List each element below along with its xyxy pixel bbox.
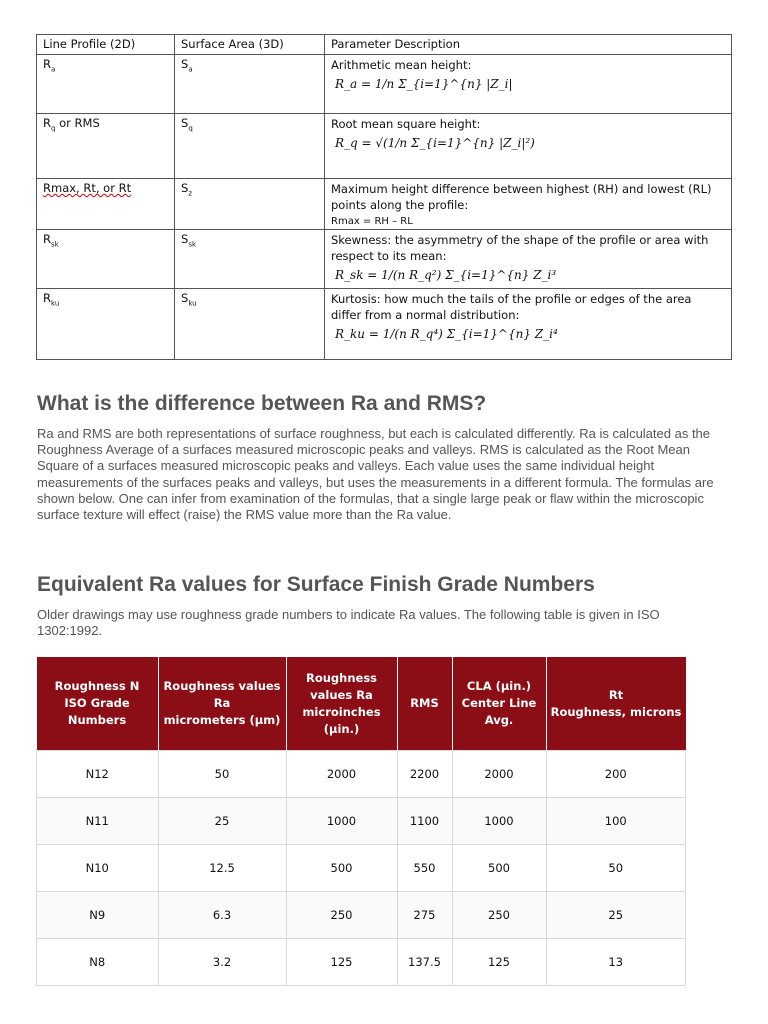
rt-cell: 50 bbox=[546, 845, 686, 892]
header-grade-number: Roughness N ISO Grade Numbers bbox=[37, 657, 159, 751]
formula-rku: R_ku = 1/(n R_q⁴) Σ_{i=1}^{n} Z_i⁴ bbox=[335, 327, 558, 341]
description-text: Maximum height difference between highest (RH) and lowest (RL) points along the profile: bbox=[331, 182, 712, 212]
formula-rq: R_q = √(1/n Σ_{i=1}^{n} |Z_i|²) bbox=[335, 136, 535, 150]
grade-cell: N9 bbox=[37, 892, 159, 939]
ra-uin-cell: 2000 bbox=[286, 751, 397, 798]
table-row bbox=[37, 939, 686, 986]
header-rms: RMS bbox=[397, 657, 452, 751]
description-cell bbox=[325, 289, 732, 360]
parameter-table bbox=[36, 34, 732, 360]
rms-cell: 550 bbox=[397, 845, 452, 892]
formula-rmax: Rmax = RH – RL bbox=[331, 216, 413, 227]
grade-cell: N11 bbox=[37, 798, 159, 845]
ra-uin-cell: 500 bbox=[286, 845, 397, 892]
cla-cell: 2000 bbox=[452, 751, 546, 798]
header-ra-microinches: Roughness values Ra microinches (µin.) bbox=[286, 657, 397, 751]
section-heading-equivalent: Equivalent Ra values for Surface Finish Grade Numbers bbox=[37, 573, 595, 596]
header-line-profile: Line Profile (2D) bbox=[37, 35, 175, 55]
header-ra-micrometers: Roughness values Ra micrometers (µm) bbox=[158, 657, 286, 751]
param-row-rku bbox=[37, 289, 732, 360]
param-row-rsk bbox=[37, 230, 732, 289]
surface-area-cell: $S_{sk}$ bbox=[175, 230, 325, 289]
rt-cell: 200 bbox=[546, 751, 686, 798]
param-row-ra bbox=[37, 55, 732, 114]
formula-ra: R_a = 1/n Σ_{i=1}^{n} |Z_i| bbox=[335, 77, 513, 91]
cla-cell: 500 bbox=[452, 845, 546, 892]
table-row bbox=[37, 845, 686, 892]
line-profile-cell: $R_{ku}$ bbox=[37, 289, 175, 360]
grade-cell: N8 bbox=[37, 939, 159, 986]
formula-rsk: R_sk = 1/(n R_q²) Σ_{i=1}^{n} Z_i³ bbox=[335, 268, 557, 282]
grade-cell: N12 bbox=[37, 751, 159, 798]
section-body-difference: Ra and RMS are both representations of surface roughness, but each is calculated differently. Ra is calculated as the Roughness Average of a surfaces measured microscopic peaks and valleys. RMS is calculated as the Root Mean Square of a surfaces measured microscopic peaks and valleys. Each value uses the same individual height measurements of the surfaces peaks and valleys, but uses the measurements in a different formula. The formulas are shown below. One can infer from examination of the formulas, that a single large peak or flaw within the microscopic surface texture will effect (raise) the RMS value more than the Ra value. bbox=[37, 426, 714, 523]
cla-cell: 1000 bbox=[452, 798, 546, 845]
description-cell bbox=[325, 179, 732, 230]
ra-um-cell: 3.2 bbox=[158, 939, 286, 986]
rms-cell: 1100 bbox=[397, 798, 452, 845]
description-cell bbox=[325, 55, 732, 114]
line-profile-cell: Rmax, Rt, or Rt bbox=[37, 179, 175, 230]
rms-cell: 275 bbox=[397, 892, 452, 939]
surface-area-cell: $S_{ku}$ bbox=[175, 289, 325, 360]
parameter-table-header bbox=[37, 35, 732, 55]
header-parameter-description: Parameter Description bbox=[325, 35, 732, 55]
header-rt: Rt Roughness, microns bbox=[546, 657, 686, 751]
cla-cell: 250 bbox=[452, 892, 546, 939]
line-profile-cell: $R_a$ bbox=[37, 55, 175, 114]
section-heading-difference: What is the difference between Ra and RMS? bbox=[37, 392, 487, 415]
ra-um-cell: 25 bbox=[158, 798, 286, 845]
rms-cell: 2200 bbox=[397, 751, 452, 798]
description-cell bbox=[325, 230, 732, 289]
ra-uin-cell: 1000 bbox=[286, 798, 397, 845]
cla-cell: 125 bbox=[452, 939, 546, 986]
ra-um-cell: 6.3 bbox=[158, 892, 286, 939]
header-cla: CLA (µin.) Center Line Avg. bbox=[452, 657, 546, 751]
grade-table-header bbox=[37, 657, 686, 751]
header-surface-area: Surface Area (3D) bbox=[175, 35, 325, 55]
surface-area-cell: $S_a$ bbox=[175, 55, 325, 114]
description-text: Root mean square height: bbox=[331, 117, 481, 131]
ra-um-cell: 12.5 bbox=[158, 845, 286, 892]
param-row-rq bbox=[37, 114, 732, 179]
rt-cell: 100 bbox=[546, 798, 686, 845]
line-profile-cell: $R_{sk}$ bbox=[37, 230, 175, 289]
rt-cell: 13 bbox=[546, 939, 686, 986]
ra-uin-cell: 250 bbox=[286, 892, 397, 939]
description-text: Skewness: the asymmetry of the shape of the profile or area with respect to its mean: bbox=[331, 233, 709, 263]
param-row-rmax bbox=[37, 179, 732, 230]
table-row bbox=[37, 892, 686, 939]
table-row bbox=[37, 798, 686, 845]
description-cell bbox=[325, 114, 732, 179]
surface-area-cell: $S_z$ bbox=[175, 179, 325, 230]
section-body-equivalent: Older drawings may use roughness grade numbers to indicate Ra values. The following table is given in ISO 1302:1992. bbox=[37, 607, 660, 639]
description-text: Arithmetic mean height: bbox=[331, 58, 472, 72]
ra-um-cell: 50 bbox=[158, 751, 286, 798]
surface-area-cell: $S_q$ bbox=[175, 114, 325, 179]
ra-uin-cell: 125 bbox=[286, 939, 397, 986]
rt-cell: 25 bbox=[546, 892, 686, 939]
description-text: Kurtosis: how much the tails of the profile or edges of the area differ from a normal distribution: bbox=[331, 292, 692, 322]
table-row bbox=[37, 751, 686, 798]
grade-cell: N10 bbox=[37, 845, 159, 892]
grade-table bbox=[36, 657, 686, 986]
rms-cell: 137.5 bbox=[397, 939, 452, 986]
line-profile-cell: $R_q$ or RMS bbox=[37, 114, 175, 179]
